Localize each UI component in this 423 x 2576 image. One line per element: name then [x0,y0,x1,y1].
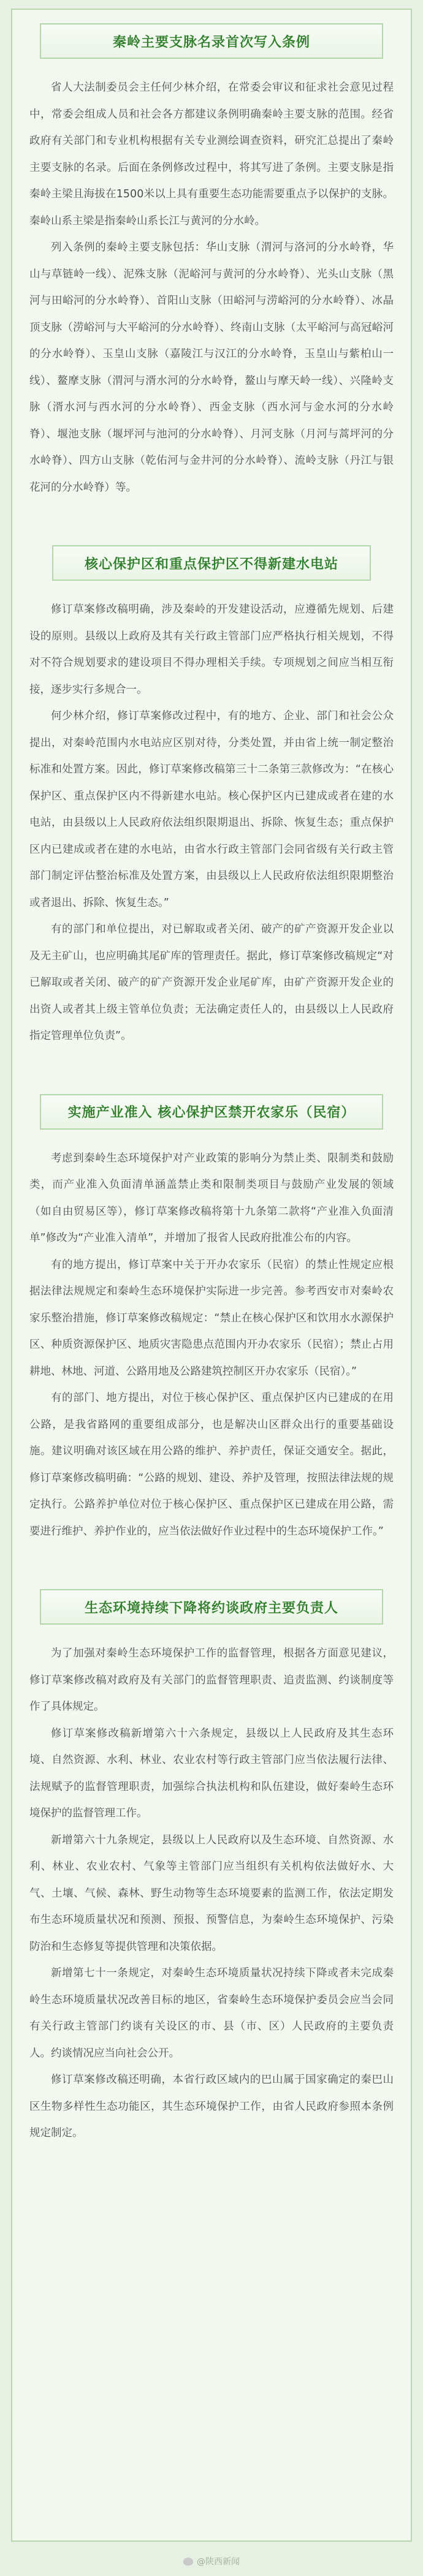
section-body [29,1641,394,2147]
paragraph: 新增第六十九条规定，县级以上人民政府以及生态环境、自然资源、水利、林业、农业农村、气象等主管部门应当组织有关机构依法做好水、大气、土壤、气候、森林、野生动物等生态环境要素的监测工作，依法定期发布生态环境质量状况和预测、预报、预警信息，为秦岭生态环境保护、污染防治和生态修复等提供管理和决策依据。 [29,1834,394,1953]
section-1 [29,23,394,501]
section-body [29,75,394,501]
section-2 [29,545,394,1050]
paragraph: 有的部门和单位提出，对已解取或者关闭、破产的矿产资源开发企业以及无主矿山，也应明确其尾矿库的管理责任。据此，修订草案修改稿规定“对已解取或者关闭、破产的矿产资源开发企业尾矿库，由矿产资源开发企业的出资人或者其上级主管单位负责；无法确定责任人的，由县级以上人民政府指定管理单位负责”。 [29,923,394,1042]
paragraph: 新增第七十一条规定，对秦岭生态环境质量状况持续下降或者未完成秦岭生态环境质量状况改善目标的地区，省秦岭生态环境保护委员会应当会同有关行政主管部门约谈有关设区的市、县（市、区）人民政府的主要负责人。约谈情况应当向社会公开。 [29,1967,394,2060]
paragraph: 有的部门、地方提出，对位于核心保护区、重点保护区内已建成的在用公路，是我省路网的重要组成部分，也是解决山区群众出行的重要基础设施。建议明确对该区域在用公路的维护、养护责任，保证交通安全。据此，修订草案修改稿明确：“公路的规划、建设、养护及管理，按照法律法规的规定执行。公路养护单位对位于核心保护区、重点保护区已建成在用公路，需要进行维护、养护作业的，应当依法做好作业过程中的生态环境保护工作。” [29,1392,394,1538]
section-banner [40,23,383,59]
section-title: 生态环境持续下降将约谈政府主要负责人 [84,1600,338,1616]
paragraph: 列入条例的秦岭主要支脉包括：华山支脉（渭河与洛河的分水岭脊，华山与草链岭一线）、泥殊支脉（泥峪河与黄河的分水岭脊）、光头山支脉（黑河与田峪河的分水岭脊）、首阳山支脉（田峪河与涝峪河的分水岭脊）、冰晶顶支脉（涝峪河与大平峪河的分水岭脊）、终南山支脉（太平峪河与高冠峪河的分水岭脊）、玉皇山支脉（嘉陵江与汉江的分水岭脊，玉皇山与紫柏山一线）、鳌摩支脉（渭河与湑水河的分水岭脊，鳌山与摩天岭一线）、兴隆岭支脉（湑水河与西水河的分水岭脊）、西金支脉（西水河与金水河的分水岭脊）、堰池支脉（堰坪河与池河的分水岭脊）、月河支脉（月河与蒿坪河的分水岭脊）、四方山支脉（乾佑河与金井河的分水岭脊）、流岭支脉（丹江与银花河的分水岭脊）等。 [29,241,394,494]
paragraph: 修订草案修改稿明确，涉及秦岭的开发建设活动，应遵循先规划、后建设的原则。县级以上政府及其有关行政主管部门应严格执行相关规划，不得对不符合规划要求的建设项目不得办理相关手续。专项规划之间应当相互衔接，逐步实行多规合一。 [29,603,394,696]
section-banner [40,1094,383,1130]
section-title: 核心保护区和重点保护区不得新建水电站 [84,556,338,572]
paragraph: 修订草案修改稿新增第六十六条规定，县级以上人民政府及其生态环境、自然资源、水利、林业、农业农村等行政主管部门应当依法履行法律、法规赋予的监督管理职责，加强综合执法机构和队伍建设，做好秦岭生态环境保护的监督管理工作。 [29,1727,394,1819]
paragraph: 有的地方提出，修订草案中关于开办农家乐（民宿）的禁止性规定应根据法律法规规定和秦岭生态环境保护实际进一步完善。参考西安市对秦岭农家乐整治措施，修订草案修改稿规定：“禁止在核心保护区和饮用水水源保护区、种质资源保护区、地质灾害隐患点范围内开办农家乐（民宿）；禁止占用耕地、林地、河道、公路用地及公路建筑控制区开办农家乐（民宿）。” [29,1258,394,1378]
paragraph: 何少林介绍，修订草案修改过程中，有的地方、企业、部门和社会公众提出，对秦岭范围内水电站应区别对待，分类处置，并由省上统一制定整治标准和处置方案。因此，修订草案修改稿第三十二条第三款修改为：“在核心保护区、重点保护区内不得新建水电站。核心保护区内已建成或者在建的水电站，由县级以上人民政府依法组织限期退出、拆除、恢复生态；重点保护区内已建成或者在建的水电站，由省水行政主管部门会同省级有关行政主管部门制定评估整治标准及处置方案，由县级以上人民政府依法组织限期整治或者退出、拆除、恢复生态。” [29,710,394,909]
section-body [29,1146,394,1546]
watermark [183,2555,240,2567]
paragraph: 考虑到秦岭生态环境保护对产业政策的影响分为禁止类、限制类和鼓励类，而产业准入负面清单涵盖禁止类和限制类项目与鼓励产业发展的领域（如自由贸易区等），修订草案修改稿将第十九条第二款将“产业准入负面清单”修改为“产业准入清单”，并增加了报省人民政府批准公布的内容。 [29,1152,394,1244]
paragraph: 省人大法制委员会主任何少林介绍，在常委会审议和征求社会意见过程中，常委会组成人员和社会各方都建议条例明确秦岭主要支脉的范围。经省政府有关部门和专业机构根据有关专业测绘调查资料，研究汇总提出了秦岭主要支脉的名录。后面在条例修改过程中，将其写进了条例。主要支脉是指秦岭主梁且海拔在1500米以上具有重要生态功能需要重点予以保护的支脉。秦岭山系主梁是指秦岭山系长江与黄河的分水岭。 [29,81,394,227]
section-banner [40,1589,383,1625]
article-frame [11,9,412,2542]
paragraph: 修订草案修改稿还明确，本省行政区域内的巴山属于国家确定的秦巴山区生物多样性生态功能区，其生态环境保护工作，由省人民政府参照本条例规定制定。 [29,2074,394,2139]
weibo-icon [183,2558,193,2566]
section-3 [29,1094,394,1546]
section-title: 实施产业准入 核心保护区禁开农家乐（民宿） [67,1105,356,1120]
paragraph: 为了加强对秦岭生态环境保护工作的监督管理，根据各方面意见建议，修订草案修改稿对政府及有关部门的监督管理职责、追责监测、约谈制度等作了具体规定。 [29,1647,394,1713]
section-title: 秦岭主要支脉名录首次写入条例 [112,34,310,50]
section-body [29,597,394,1050]
watermark-text: @陕西新闻 [197,2557,240,2567]
section-4 [29,1589,394,2147]
section-banner [52,545,371,581]
